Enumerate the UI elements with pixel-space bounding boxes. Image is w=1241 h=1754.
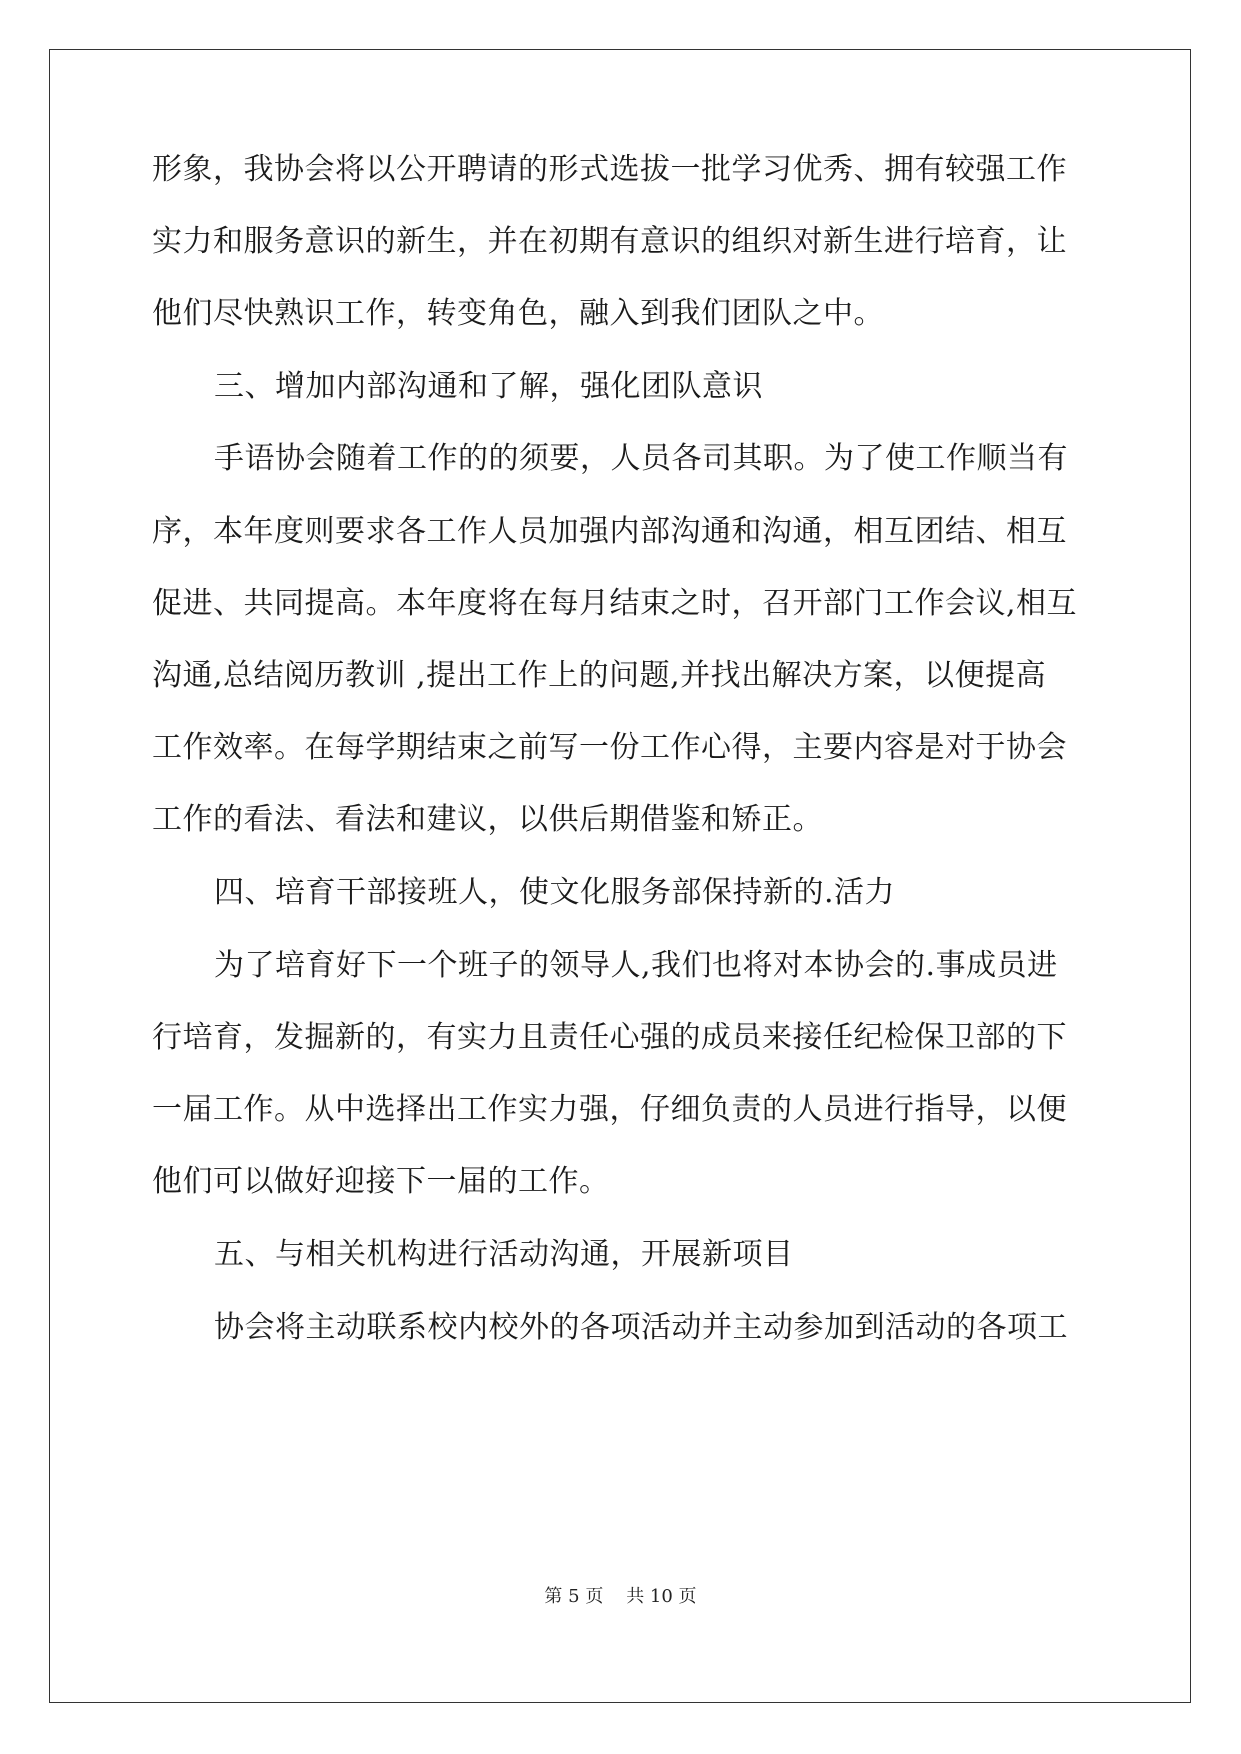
- section-heading: 四、培育干部接班人，使文化服务部保持新的.活力: [214, 875, 896, 910]
- text-line: 他们可以做好迎接下一届的工作。: [152, 1164, 610, 1199]
- text-line: 形象，我协会将以公开聘请的形式选拔一批学习优秀、拥有较强工作: [152, 152, 1067, 187]
- text-line: 一届工作。从中选择出工作实力强，仔细负责的人员进行指导，以便: [152, 1092, 1067, 1127]
- section-heading: 三、增加内部沟通和了解，强化团队意识: [214, 369, 763, 404]
- page-footer: [0, 1585, 1241, 1609]
- section-heading: 五、与相关机构进行活动沟通，开展新项目: [214, 1237, 794, 1272]
- text-line: 工作的看法、看法和建议，以供后期借鉴和矫正。: [152, 802, 823, 837]
- text-line: 促进、共同提高。本年度将在每月结束之时，召开部门工作会议,相互: [152, 586, 1078, 621]
- text-line: 他们尽快熟识工作，转变角色，融入到我们团队之中。: [152, 296, 884, 331]
- text-line: 为了培育好下一个班子的领导人,我们也将对本协会的.事成员进: [214, 948, 1058, 983]
- text-line: 行培育，发掘新的，有实力且责任心强的成员来接任纪检保卫部的下: [152, 1020, 1067, 1055]
- text-line: 沟通,总结阅历教训 ,提出工作上的问题,并找出解决方案，以便提高: [152, 658, 1047, 693]
- text-line: 工作效率。在每学期结束之前写一份工作心得，主要内容是对于协会: [152, 730, 1067, 765]
- text-line: 实力和服务意识的新生，并在初期有意识的组织对新生进行培育，让: [152, 224, 1067, 259]
- page-number: 第 5 页 共 10 页: [544, 1586, 697, 1607]
- text-line: 手语协会随着工作的的须要，人员各司其职。为了使工作顺当有: [214, 441, 1068, 476]
- text-line: 协会将主动联系校内校外的各项活动并主动参加到活动的各项工: [214, 1310, 1068, 1345]
- text-line: 序，本年度则要求各工作人员加强内部沟通和沟通，相互团结、相互: [152, 514, 1067, 549]
